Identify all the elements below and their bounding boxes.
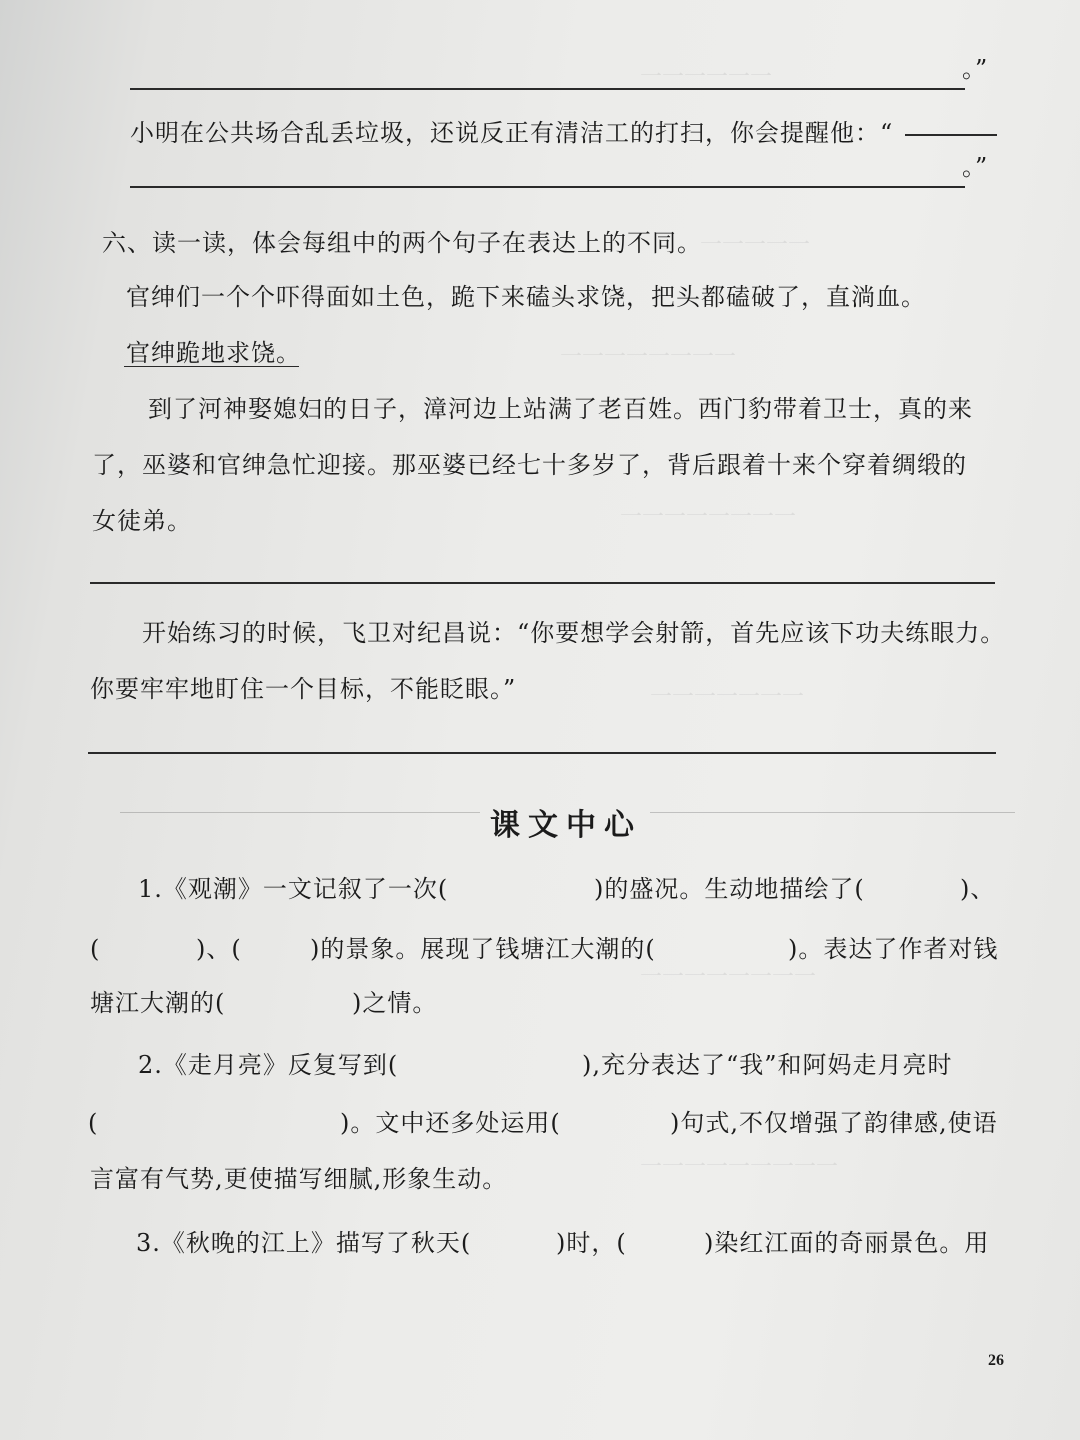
q1-text: )的盛况。生动地描绘了( [594,875,865,903]
bleed-through-text: 一一一一一一一一 [560,345,737,370]
sentence-one: 官绅们一个个吓得面如土色，跪下来磕头求饶，把头都磕破了，直淌血。 [126,283,926,311]
paragraph-one-line: 到了河神娶媳妇的日子，漳河边上站满了老百姓。西门豹带着卫士，真的来 [148,395,973,423]
q3-text: )时，( [556,1229,627,1257]
paragraph-one-line: 女徒弟。 [92,507,192,535]
page-number: 26 [988,1352,1004,1369]
bleed-through-text: 一一一一一一 [640,65,773,90]
heading-rule-right [650,812,1015,813]
answer-line [130,186,965,188]
q1-text: 塘江大潮的( [90,989,226,1017]
bleed-through-text: 一一一一一一一一 [620,505,797,530]
q2-text: )句式,不仅增强了韵律感,使语 [670,1109,998,1137]
bleed-through-text: 一一一一一一一一 [640,965,817,990]
sentence-two-underline [124,366,299,367]
answer-line [88,752,996,754]
q2-text: )。文中还多处运用( [340,1109,561,1137]
bleed-through-text: 一一一一一 [700,233,811,258]
question-xiaoming: 小明在公共场合乱丢垃圾，还说反正有清洁工的打扫，你会提醒他：“ [130,119,894,147]
section-six-title: 六、读一读，体会每组中的两个句子在表达上的不同。 [102,229,702,257]
q1-text: )之情。 [352,989,438,1017]
quote-end: 。” [962,55,989,83]
q1-text: ( [90,935,101,963]
paragraph-one-line: 了，巫婆和官绅急忙迎接。那巫婆已经七十多岁了，背后跟着十来个穿着绸缎的 [92,451,967,479]
heading-rule-left [120,812,480,813]
quote-end: 。” [962,153,989,181]
q2-text: 言富有气势,更使描写细腻,形象生动。 [90,1165,508,1193]
q2-text: ( [88,1109,99,1137]
q3-text: 3.《秋晚的江上》描写了秋天( [136,1229,472,1257]
q1-text: )。表达了作者对钱 [788,935,999,963]
paragraph-two-line: 你要牢牢地盯住一个目标，不能眨眼。” [90,675,517,703]
bleed-through-text: 一一一一一一一 [650,685,805,710]
section-heading: 课文中心 [490,808,642,843]
answer-line [130,88,965,90]
q2-text: ),充分表达了“我”和阿妈走月亮时 [582,1051,953,1079]
sentence-two: 官绅跪地求饶。 [126,339,301,367]
answer-line [905,134,997,136]
paragraph-two-line: 开始练习的时候，飞卫对纪昌说：“你要想学会射箭，首先应该下功夫练眼力。 [142,619,1006,647]
bleed-through-text: 一一一一一一一一一 [640,1155,839,1180]
q1-text: 1.《观潮》一文记叙了一次( [138,875,449,903]
q1-text: )、( [196,935,242,963]
q3-text: )染红江面的奇丽景色。用 [704,1229,990,1257]
answer-line [90,582,995,584]
q1-text: )的景象。展现了钱塘江大潮的( [310,935,656,963]
q2-text: 2.《走月亮》反复写到( [138,1051,399,1079]
q1-text: )、 [960,875,996,903]
